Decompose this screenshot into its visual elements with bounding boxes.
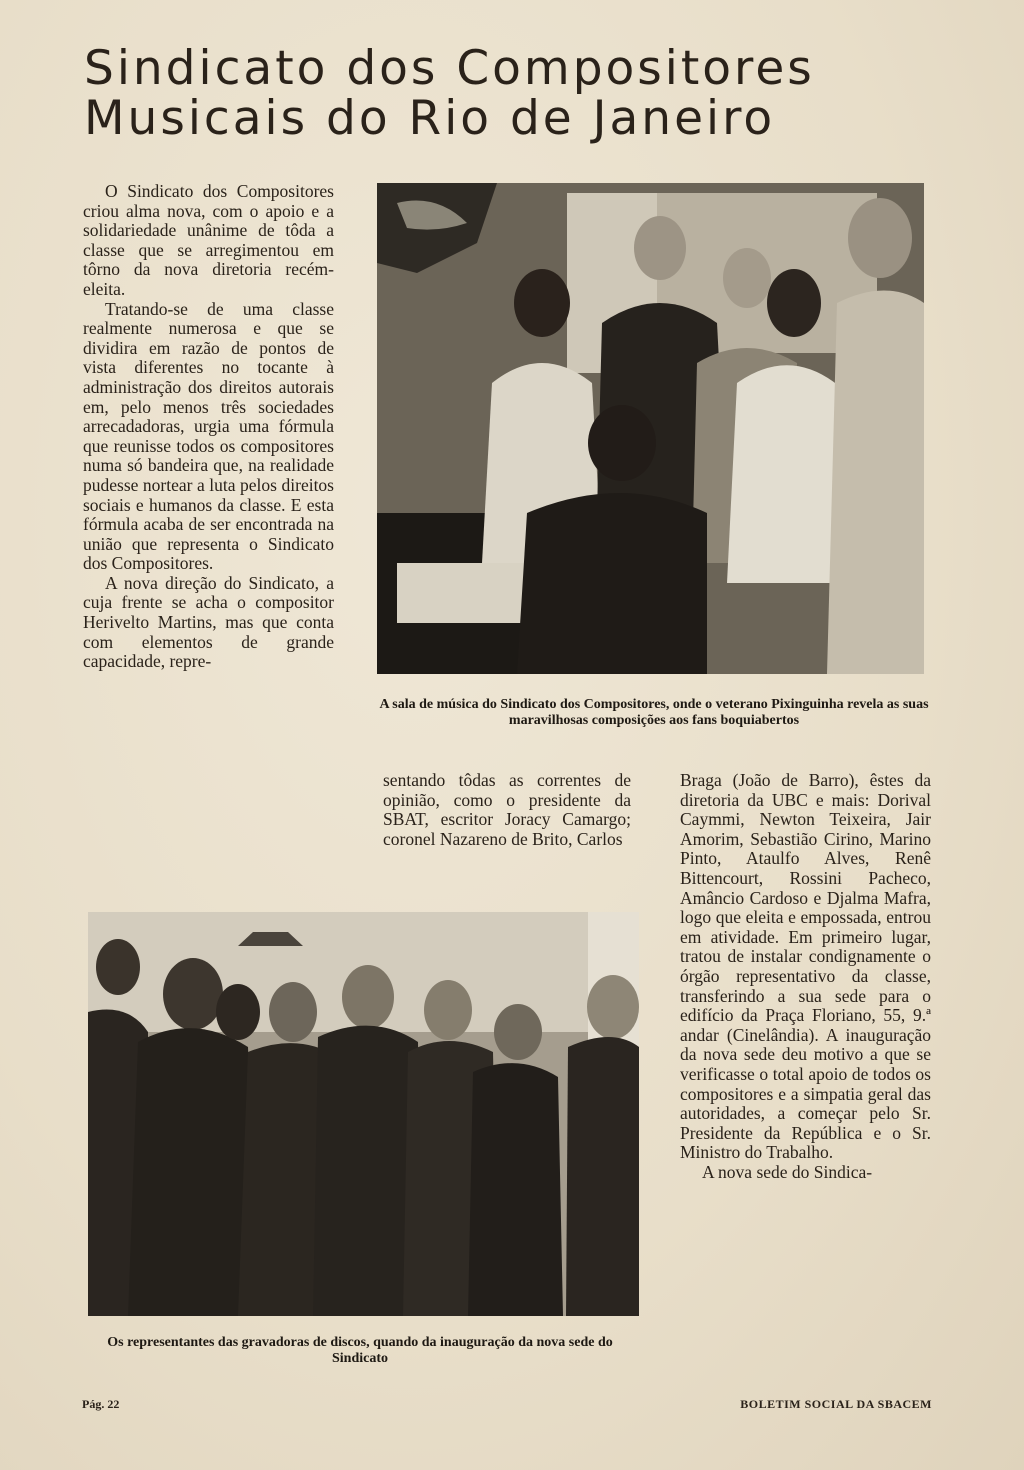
text-column-2 — [383, 771, 631, 849]
paragraph-2: Tratando-se de uma classe realmente numerosa e que se dividira em razão de pontos de vista diferentes no tocante à administração dos direitos autorais em, pelo menos três sociedades arrecadadoras, urgia uma fórmula que reunisse todos os compositores numa só bandeira que, na realidade pudesse nortear a luta pelos direitos sociais e humanos da classe. E esta fórmula acaba de ser encontrada na união que representa o Sindicato dos Compositores. — [83, 298, 334, 574]
page-number: Pág. 22 — [82, 1397, 120, 1411]
photo-music-room — [377, 183, 924, 674]
photo-record-labels — [88, 912, 639, 1316]
text-column-3 — [680, 771, 931, 1182]
article-title — [84, 41, 944, 146]
publication-name: BOLETIM SOCIAL DA SBACEM — [740, 1397, 932, 1411]
title-line-1: Sindicato dos Compositores — [84, 41, 815, 96]
paragraph-final: A nova sede do Sindica- — [702, 1161, 873, 1182]
title-line-2: Musicais do Rio de Janeiro — [84, 91, 776, 146]
paragraph-continued-2: Braga (João de Barro), êstes da diretoria da UBC e mais: Dorival Caymmi, Newton Teixeira, Jair Amorim, Sebastião Cirino, Marino Pinto, Ataulfo Alves, Renê Bittencourt, Rossini Pacheco, Amâncio Cardoso e Djalma Mafra, logo que eleita e empossada, entrou em atividade. Em primeiro lugar, tratou de instalar condignamente o órgão representativo da classe, transferindo a sua sede para o edifício da Praça Floriano, 55, 9.ª andar (Cinelândia). A inauguração da nova sede deu motivo a que se verificasse o total apoio de todos os compositores e a simpatia geral das autoridades, a começar pelo Sr. Presidente da República e o Sr. Ministro do Trabalho. — [680, 770, 931, 1163]
paragraph-3: A nova direção do Sindicato, a cuja frente se acha o compositor Herivelto Martins, mas que conta com elementos de grande capacidade, repre- — [83, 572, 334, 672]
text-column-1 — [83, 182, 334, 672]
photo-caption-record-labels: Os representantes das gravadoras de discos, quando da inauguração da nova sede do Sindicato — [107, 1335, 613, 1366]
photo-caption-music-room: A sala de música do Sindicato dos Compositores, onde o veterano Pixinguinha revela as suas maravilhosas composições aos fans boquiabertos — [379, 697, 929, 728]
paragraph-continued: sentando tôdas as correntes de opinião, como o presidente da SBAT, escritor Joracy Camargo; coronel Nazareno de Brito, Carlos — [383, 770, 631, 849]
paragraph-1: O Sindicato dos Compositores criou alma nova, com o apoio e a solidariedade unânime de tôda a classe que se arregimentou em tôrno da nova diretoria recém-eleita. — [83, 181, 334, 299]
